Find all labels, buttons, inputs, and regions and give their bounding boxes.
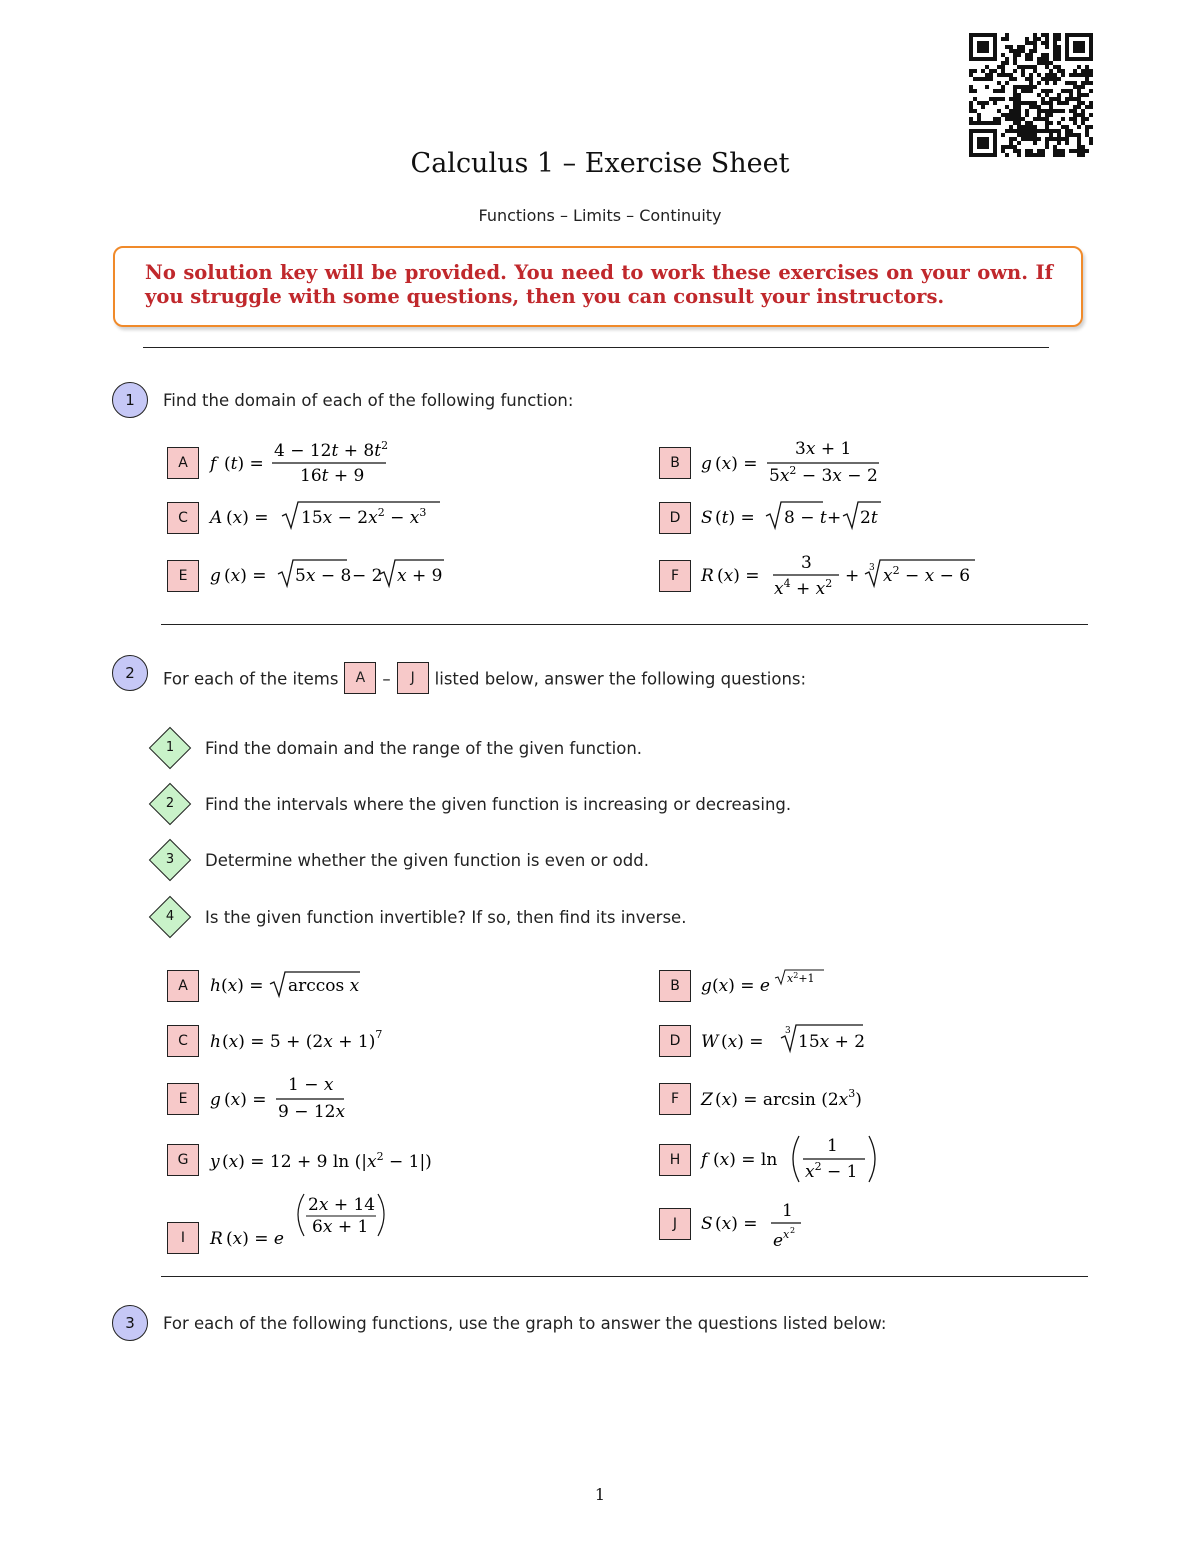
item-label: B (659, 970, 691, 1002)
svg-text:2t: 2t (860, 508, 878, 528)
divider (143, 347, 1049, 348)
svg-text:1 − x: 1 − x (288, 1075, 334, 1095)
svg-text:(x) = e: (x) = e (226, 1229, 284, 1249)
svg-text:(x) = e: (x) = e (712, 976, 770, 996)
svg-text:(x) = 12 + 9 ln (|x2 − 1|): (x) = 12 + 9 $\ln (|x^2 - 1|)$ (222, 1150, 432, 1172)
svg-text:− 2: − 2 (352, 566, 383, 586)
svg-text:2x + 14: 2x + 14 (308, 1195, 376, 1215)
svg-text:x4 + x2: $x^4 + x^2$ (774, 577, 833, 599)
formula-q1-d (699, 496, 899, 536)
svg-text:g: g (701, 976, 712, 996)
svg-text:(x) = ln: (x) = ln (713, 1150, 778, 1170)
svg-text:g: g (210, 1090, 221, 1110)
item-label: C (167, 502, 199, 534)
subquestion-text: Find the intervals where the given function is increasing or decreasing. (205, 795, 792, 814)
subquestion-number: 4 (165, 909, 175, 924)
item-label: I (167, 1222, 199, 1254)
formula-q1-b (699, 434, 899, 488)
page-title: Calculus 1 – Exercise Sheet (410, 148, 790, 179)
svg-text:9 − 12x: 9 − 12x (278, 1102, 346, 1122)
svg-text:5x − 8: 5x − 8 (295, 566, 352, 586)
item-label: E (167, 1083, 199, 1115)
svg-text:16t + 9: 16t + 9 (300, 466, 365, 486)
svg-text:(x) =: (x) = (226, 508, 269, 528)
subquestion-text: Is the given function invertible? If so, then find its inverse. (205, 908, 687, 927)
item-label: A (167, 970, 199, 1002)
svg-text:f: f (701, 1150, 708, 1170)
item-label: A (344, 662, 376, 694)
svg-text:y: y (210, 1152, 220, 1172)
page-subtitle: Functions – Limits – Continuity (478, 206, 722, 225)
item-label: A (167, 447, 199, 479)
svg-text:(t) =: (t) = (224, 454, 264, 474)
svg-text:3: 3 (785, 1026, 791, 1036)
svg-text:(x) =: (x) = (224, 566, 267, 586)
item-label: D (659, 1025, 691, 1057)
svg-text:15x − 2x2 − x3: $15x - 2x^2 - x^3$ (301, 506, 427, 528)
question-text: For each of the following functions, use the graph to answer the questions listed below: (163, 1314, 887, 1333)
divider (161, 1276, 1088, 1277)
svg-text:2: 2 (790, 1226, 796, 1235)
svg-text:(x) =: (x) = (224, 1090, 267, 1110)
svg-text:+: + (827, 508, 842, 528)
svg-text:15x + 2: 15x + 2 (798, 1032, 866, 1052)
question-text-start: For each of the items (163, 669, 339, 689)
svg-text:1: 1 (782, 1201, 793, 1221)
svg-text:1: 1 (827, 1136, 838, 1156)
svg-text:W: W (701, 1032, 719, 1052)
item-label: C (167, 1025, 199, 1057)
svg-text:5x2 − 3x − 2: $5x^2 - 3x - 2$ (769, 464, 878, 486)
question-number: 3 (112, 1305, 148, 1341)
item-label: E (167, 560, 199, 592)
svg-text:(x) = arcsin (2x3): $(x) = \arcsin (2x^3)$ (715, 1087, 862, 1110)
svg-text:g: g (210, 566, 221, 586)
item-label: D (659, 502, 691, 534)
item-label: G (167, 1144, 199, 1176)
formula-q2-j (699, 1196, 899, 1254)
formula-q2-a (208, 964, 408, 1004)
question-text-end: listed below, answer the following questions: (434, 669, 807, 689)
item-label: H (659, 1144, 691, 1176)
svg-text:(x) =: (x) = (715, 454, 758, 474)
svg-text:x2+1: $x^2+1$ (787, 971, 815, 985)
formula-q2-b (699, 958, 899, 1004)
svg-text:(x) = 5 + (2x + 1)7: $(x) = 5 + (2x + 1)^7$ (222, 1028, 383, 1052)
qr-code (969, 33, 1093, 161)
svg-text:(x) =: (x) = (221, 976, 264, 996)
svg-text:(x) =: (x) = (721, 1032, 764, 1052)
svg-text:R: R (210, 1229, 223, 1249)
subquestion-text: Find the domain and the range of the given function. (205, 739, 643, 758)
notice-box: No solution key will be provided. You need to work these exercises on your own. If you struggle with some questions, then you can consult your instructors. (113, 246, 1083, 327)
subquestion-text: Determine whether the given function is even or odd. (205, 851, 649, 870)
divider (161, 624, 1088, 625)
formula-q2-i (208, 1190, 408, 1252)
svg-text:6x + 1: 6x + 1 (312, 1217, 369, 1237)
formula-q2-g (208, 1138, 468, 1178)
svg-text:8 − t: 8 − t (784, 508, 827, 528)
question-text: Find the domain of each of the following function: (163, 391, 574, 410)
item-label: F (659, 560, 691, 592)
page-number: 1 (594, 1485, 606, 1504)
svg-text:(x) =: (x) = (717, 566, 760, 586)
subquestion-number: 3 (165, 852, 175, 867)
formula-q2-e (208, 1070, 408, 1126)
svg-text:A: A (210, 508, 223, 528)
formula-q1-e (208, 554, 468, 594)
svg-text:R: R (701, 566, 714, 586)
item-label: F (659, 1083, 691, 1115)
subquestion-number: 1 (165, 740, 175, 755)
svg-text:3: 3 (869, 563, 875, 573)
svg-text:3: 3 (801, 553, 812, 573)
formula-q1-c (208, 496, 448, 536)
formula-q2-c (208, 1018, 408, 1058)
svg-text:arccos x: arccos x (288, 976, 360, 996)
svg-text:+: + (845, 566, 860, 586)
subquestion-number: 2 (165, 796, 175, 811)
question-number: 2 (112, 655, 148, 691)
svg-text:h: h (210, 1032, 221, 1052)
formula-q1-a (208, 434, 408, 488)
formula-q1-f (699, 546, 999, 602)
svg-text:S: S (701, 1214, 713, 1234)
range-separator: – (382, 669, 391, 689)
svg-text:x2 − 1: $x^2 - 1$ (805, 1160, 858, 1182)
svg-text:S: S (701, 508, 713, 528)
svg-text:x + 9: x + 9 (397, 566, 443, 586)
svg-text:Z: Z (701, 1090, 713, 1110)
svg-text:(x) =: (x) = (715, 1214, 758, 1234)
formula-q2-f (699, 1078, 919, 1118)
item-label: B (659, 447, 691, 479)
svg-text:x2 − x − 6: $x^2 - x - 6$ (883, 564, 971, 586)
svg-text:(t) =: (t) = (715, 508, 755, 528)
svg-text:x: x (783, 1228, 790, 1241)
svg-text:f: f (210, 454, 217, 474)
svg-text:h: h (210, 976, 221, 996)
formula-q2-d (699, 1018, 899, 1058)
item-label: J (659, 1208, 691, 1240)
question-text (163, 664, 806, 696)
svg-text:4 − 12t + 8t2: $4 - 12t + 8t^2$ (274, 439, 389, 461)
svg-text:e: e (773, 1231, 784, 1251)
svg-text:g: g (701, 454, 712, 474)
item-label: J (397, 662, 429, 694)
formula-q2-h (699, 1130, 899, 1188)
question-number: 1 (112, 382, 148, 418)
svg-text:3x + 1: 3x + 1 (795, 439, 852, 459)
